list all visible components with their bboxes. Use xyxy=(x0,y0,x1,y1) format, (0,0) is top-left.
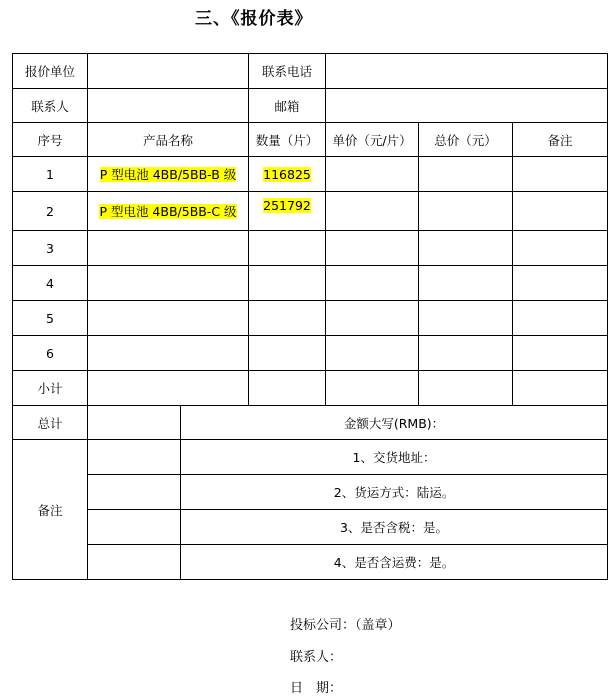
signature-contact: 联系人： xyxy=(290,650,343,665)
row-product[interactable] xyxy=(88,301,249,336)
page-title: 三、《报价表》 xyxy=(195,9,313,29)
row-remark[interactable] xyxy=(513,301,608,336)
notes-label: 备注 xyxy=(13,440,88,580)
col-no: 序号 xyxy=(13,123,88,157)
subtotal-unit-price[interactable] xyxy=(326,371,419,406)
subtotal-label: 小计 xyxy=(13,371,88,406)
unit-label: 报价单位 xyxy=(13,54,88,89)
email-label: 邮箱 xyxy=(249,89,326,123)
row-qty[interactable] xyxy=(249,231,326,266)
row-product[interactable] xyxy=(88,192,249,231)
note-item[interactable]: 3、是否含税：是。 xyxy=(181,510,608,545)
row-total-price[interactable] xyxy=(419,266,513,301)
col-total-price: 总价（元） xyxy=(419,123,513,157)
row-no: 4 xyxy=(13,266,88,301)
row-qty[interactable] xyxy=(249,336,326,371)
note-item[interactable]: 4、是否含运费：是。 xyxy=(181,545,608,580)
row-product-text: P 型电池 4BB/5BB-C 级 xyxy=(99,204,237,219)
row-total-price[interactable] xyxy=(419,157,513,192)
notes-blank xyxy=(88,475,181,510)
notes-row xyxy=(13,440,608,475)
table-row xyxy=(13,192,608,231)
total-row xyxy=(13,406,608,440)
row-remark[interactable] xyxy=(513,231,608,266)
table-row xyxy=(13,266,608,301)
row-remark[interactable] xyxy=(513,157,608,192)
subtotal-qty[interactable] xyxy=(249,371,326,406)
signature-company: 投标公司：（盖章） xyxy=(290,618,401,633)
col-qty: 数量（片） xyxy=(249,123,326,157)
row-qty[interactable] xyxy=(249,301,326,336)
notes-blank xyxy=(88,510,181,545)
row-unit-price[interactable] xyxy=(326,192,419,231)
row-product[interactable] xyxy=(88,231,249,266)
contact-value[interactable] xyxy=(88,89,249,123)
row-no: 3 xyxy=(13,231,88,266)
note-item[interactable]: 1、交货地址： xyxy=(181,440,608,475)
row-no: 5 xyxy=(13,301,88,336)
col-product: 产品名称 xyxy=(88,123,249,157)
table-row xyxy=(13,301,608,336)
row-no: 1 xyxy=(13,157,88,192)
row-product[interactable] xyxy=(88,157,249,192)
row-unit-price[interactable] xyxy=(326,336,419,371)
row-unit-price[interactable] xyxy=(326,231,419,266)
table-row xyxy=(13,336,608,371)
phone-label: 联系电话 xyxy=(249,54,326,89)
contact-label: 联系人 xyxy=(13,89,88,123)
row-remark[interactable] xyxy=(513,336,608,371)
row-total-price[interactable] xyxy=(419,231,513,266)
notes-row xyxy=(13,545,608,580)
row-product-text: P 型电池 4BB/5BB-B 级 xyxy=(99,167,237,182)
total-label: 总计 xyxy=(13,406,88,440)
row-remark[interactable] xyxy=(513,266,608,301)
row-qty[interactable] xyxy=(249,157,326,192)
amount-words-label[interactable]: 金额大写(RMB)： xyxy=(181,406,608,440)
row-qty[interactable] xyxy=(249,192,326,231)
signature-date: 日 期： xyxy=(290,681,343,696)
subtotal-product[interactable] xyxy=(88,371,249,406)
row-unit-price[interactable] xyxy=(326,266,419,301)
subtotal-remark[interactable] xyxy=(513,371,608,406)
table-row xyxy=(13,157,608,192)
notes-blank xyxy=(88,545,181,580)
row-qty[interactable] xyxy=(249,266,326,301)
unit-value[interactable] xyxy=(88,54,249,89)
subtotal-total-price[interactable] xyxy=(419,371,513,406)
row-unit-price[interactable] xyxy=(326,301,419,336)
row-total-price[interactable] xyxy=(419,192,513,231)
header-row-unit xyxy=(13,54,608,89)
total-value[interactable] xyxy=(88,406,181,440)
row-no: 2 xyxy=(13,192,88,231)
notes-row xyxy=(13,475,608,510)
row-total-price[interactable] xyxy=(419,336,513,371)
col-unit-price: 单价（元/片） xyxy=(326,123,419,157)
row-product[interactable] xyxy=(88,336,249,371)
phone-value[interactable] xyxy=(326,54,608,89)
notes-row xyxy=(13,510,608,545)
row-qty-text: 116825 xyxy=(263,166,311,182)
row-remark[interactable] xyxy=(513,192,608,231)
row-unit-price[interactable] xyxy=(326,157,419,192)
row-qty-text: 251792 xyxy=(263,198,311,213)
notes-blank xyxy=(88,440,181,475)
row-no: 6 xyxy=(13,336,88,371)
row-product[interactable] xyxy=(88,266,249,301)
col-remark: 备注 xyxy=(513,123,608,157)
note-item[interactable]: 2、货运方式：陆运。 xyxy=(181,475,608,510)
subtotal-row xyxy=(13,371,608,406)
row-total-price[interactable] xyxy=(419,301,513,336)
email-value[interactable] xyxy=(326,89,608,123)
column-header-row xyxy=(13,123,608,157)
header-row-contact xyxy=(13,89,608,123)
table-row xyxy=(13,231,608,266)
quote-table xyxy=(12,53,608,580)
